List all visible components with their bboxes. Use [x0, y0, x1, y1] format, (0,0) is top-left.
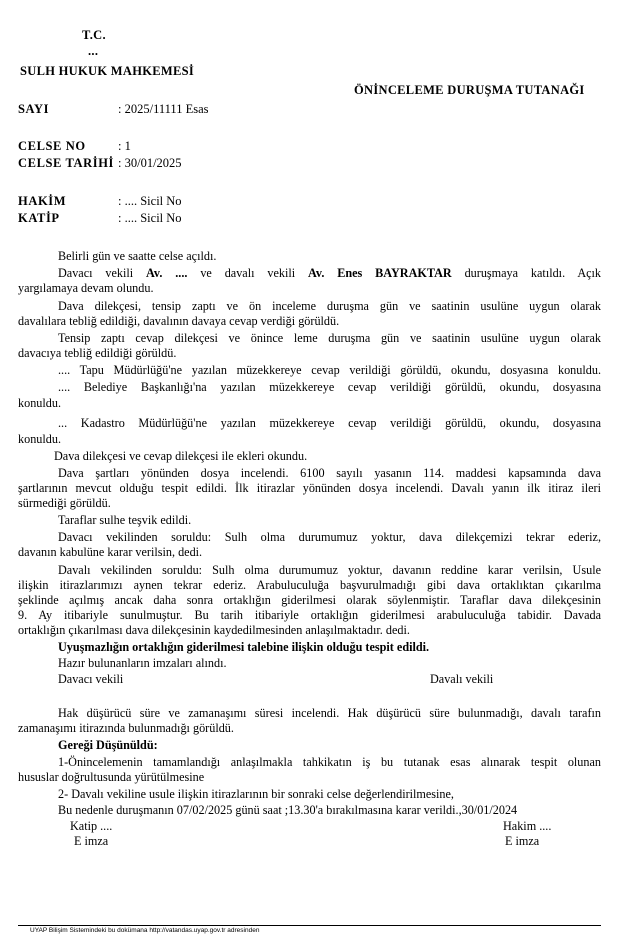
katip-signature: Katip .... — [70, 819, 113, 833]
plaintiff-signature-label: Davacı vekili — [58, 672, 124, 686]
katip-value: : .... Sicil No — [118, 211, 182, 225]
body-line: davalılara tebliğ edildiği, davalının davaya cevap verdiği görüldü. — [18, 314, 340, 328]
decision-heading: Gereği Düşünüldü: — [58, 738, 158, 752]
header-country: T.C. — [82, 28, 106, 42]
body-line: yargılamaya devam olundu. — [18, 281, 154, 295]
sayi-value: : 2025/11111 Esas — [118, 102, 209, 116]
body-line-finding: Uyuşmazlığın ortaklığın giderilmesi talebine ilişkin olduğu tespit edildi. — [58, 640, 430, 654]
body-line: zamanaşımı itirazında bulunmadığı görüldü. — [18, 721, 234, 735]
body-line: .... Belediye Başkanlığı'na yazılan müzekkereye cevap verildiği görüldü, okundu, dosyasına — [58, 380, 601, 394]
body-line: Hak düşürücü süre ve zamanaşımı süresi incelendi. Hak düşürücü süre bulunmadığı, davalı tarafın — [58, 706, 601, 720]
body-line: Hazır bulunanların imzaları alındı. — [58, 656, 227, 670]
body-line: sürmediği görüldü. — [18, 496, 111, 510]
body-line: ortaklığın çıkarılması dava dilekçesinin kaydedilmesinden anlaşılmaktadır. dedi. — [18, 623, 410, 637]
footer-divider — [18, 925, 601, 926]
body-line: Dava şartları yönünden dosya incelendi. 6100 sayılı yasanın 114. maddesi kapsamında dava — [58, 466, 601, 480]
katip-label: KATİP — [18, 211, 60, 225]
body-line: Dava dilekçesi, tensip zaptı ve ön inceleme duruşma gün ve saatinin usulüne uygun olarak — [58, 299, 601, 313]
body-line: şeklinde açılmış ancak daha sonra ortaklığın giderilmesi olarak söylenmiştir. Taraflar dava dilekçesinin — [18, 593, 601, 607]
body-line: Belirli gün ve saatte celse açıldı. — [58, 249, 217, 263]
hakim-value: : .... Sicil No — [118, 194, 182, 208]
celse-no-value: : 1 — [118, 139, 131, 153]
footer-note: UYAP Bilişim Sistemindeki bu dokümana http://vatandas.uyap.gov.tr adresinden — [30, 927, 260, 934]
celse-tarihi-value: : 30/01/2025 — [118, 156, 182, 170]
hakim-label: HAKİM — [18, 194, 67, 208]
body-line: ... Kadastro Müdürlüğü'ne yazılan müzekkereye cevap verildiği görüldü, okundu, dosyasına — [58, 416, 601, 430]
text-span: ve davalı vekili — [187, 266, 308, 280]
body-line: Dava dilekçesi ve cevap dilekçesi ile ekleri okundu. — [54, 449, 308, 463]
body-line: 1-Önincelemenin tamamlandığı anlaşılmakla tahkikatın iş bu tutanak esas alınarak tespit olunan — [58, 755, 601, 769]
body-line: .... Tapu Müdürlüğü'ne yazılan müzekkereye cevap verildiği görüldü, okundu, dosyasına konuldu. — [58, 363, 601, 377]
body-line: davacıya tebliğ edildiği görüldü. — [18, 346, 177, 360]
court-name: SULH HUKUK MAHKEMESİ — [20, 64, 195, 78]
plaintiff-lawyer: Av. .... — [146, 266, 188, 280]
header-city: ... — [88, 44, 99, 58]
body-line: Davalı vekilinden soruldu: Sulh olma durumumuz yoktur, davanın reddine karar verilsin, Usule — [58, 563, 601, 577]
body-line: Taraflar sulhe teşvik edildi. — [58, 513, 192, 527]
body-line: 9. Ay itibariyle sunulmuştur. Bu tarih itibariyle ortaklığın giderilmesi arabuluculuğa tabidir. Davada — [18, 608, 601, 622]
body-line: Tensip zaptı cevap dilekçesi ve önince leme duruşma gün ve saatinin usulüne uygun olarak — [58, 331, 601, 345]
body-line: 2- Davalı vekiline usule ilişkin itirazlarının bir sonraki celse değerlendirilmesine, — [58, 787, 454, 801]
body-line: Bu nedenle duruşmanın 07/02/2025 günü saat ;13.30'a bırakılmasına karar verildi.,30/01/2024 — [58, 803, 518, 817]
document-title: ÖNİNCELEME DURUŞMA TUTANAĞI — [354, 83, 585, 97]
body-line: hususlar doğrultusunda yürütülmesine — [18, 770, 205, 784]
hakim-e-imza: E imza — [505, 834, 540, 848]
text-span: Davacı vekili — [58, 266, 147, 280]
hakim-signature: Hakim .... — [503, 819, 552, 833]
defendant-signature-label: Davalı vekili — [430, 672, 494, 686]
body-line: Davacı vekilinden soruldu: Sulh olma durumumuz yoktur, dava dilekçemizi tekrar ederiz, — [58, 530, 601, 544]
celse-no-label: CELSE NO — [18, 139, 86, 153]
body-line: konuldu. — [18, 396, 61, 410]
body-line: şartlarının mevcut olduğu tespit edildi. İlk itirazlar yönünden dosya incelendi. Davalı yanın ilk itiraz ileri — [18, 481, 601, 495]
celse-tarihi-label: CELSE TARİHİ — [18, 156, 115, 170]
defendant-lawyer: Av. Enes BAYRAKTAR — [308, 266, 452, 280]
text-span: duruşmaya katıldı. Açık — [451, 266, 602, 280]
sayi-label: SAYI — [18, 102, 50, 116]
katip-e-imza: E imza — [74, 834, 109, 848]
body-line: davanın kabulüne karar verilsin, dedi. — [18, 545, 203, 559]
body-line: ilişkin itirazlarımızı aynen tekrar ederiz. Arabuluculuğa başvurulmadığı gibi dava ortaklıktan çıkarılma — [18, 578, 601, 592]
body-line: konuldu. — [18, 432, 61, 446]
body-line-attendance — [18, 266, 601, 281]
